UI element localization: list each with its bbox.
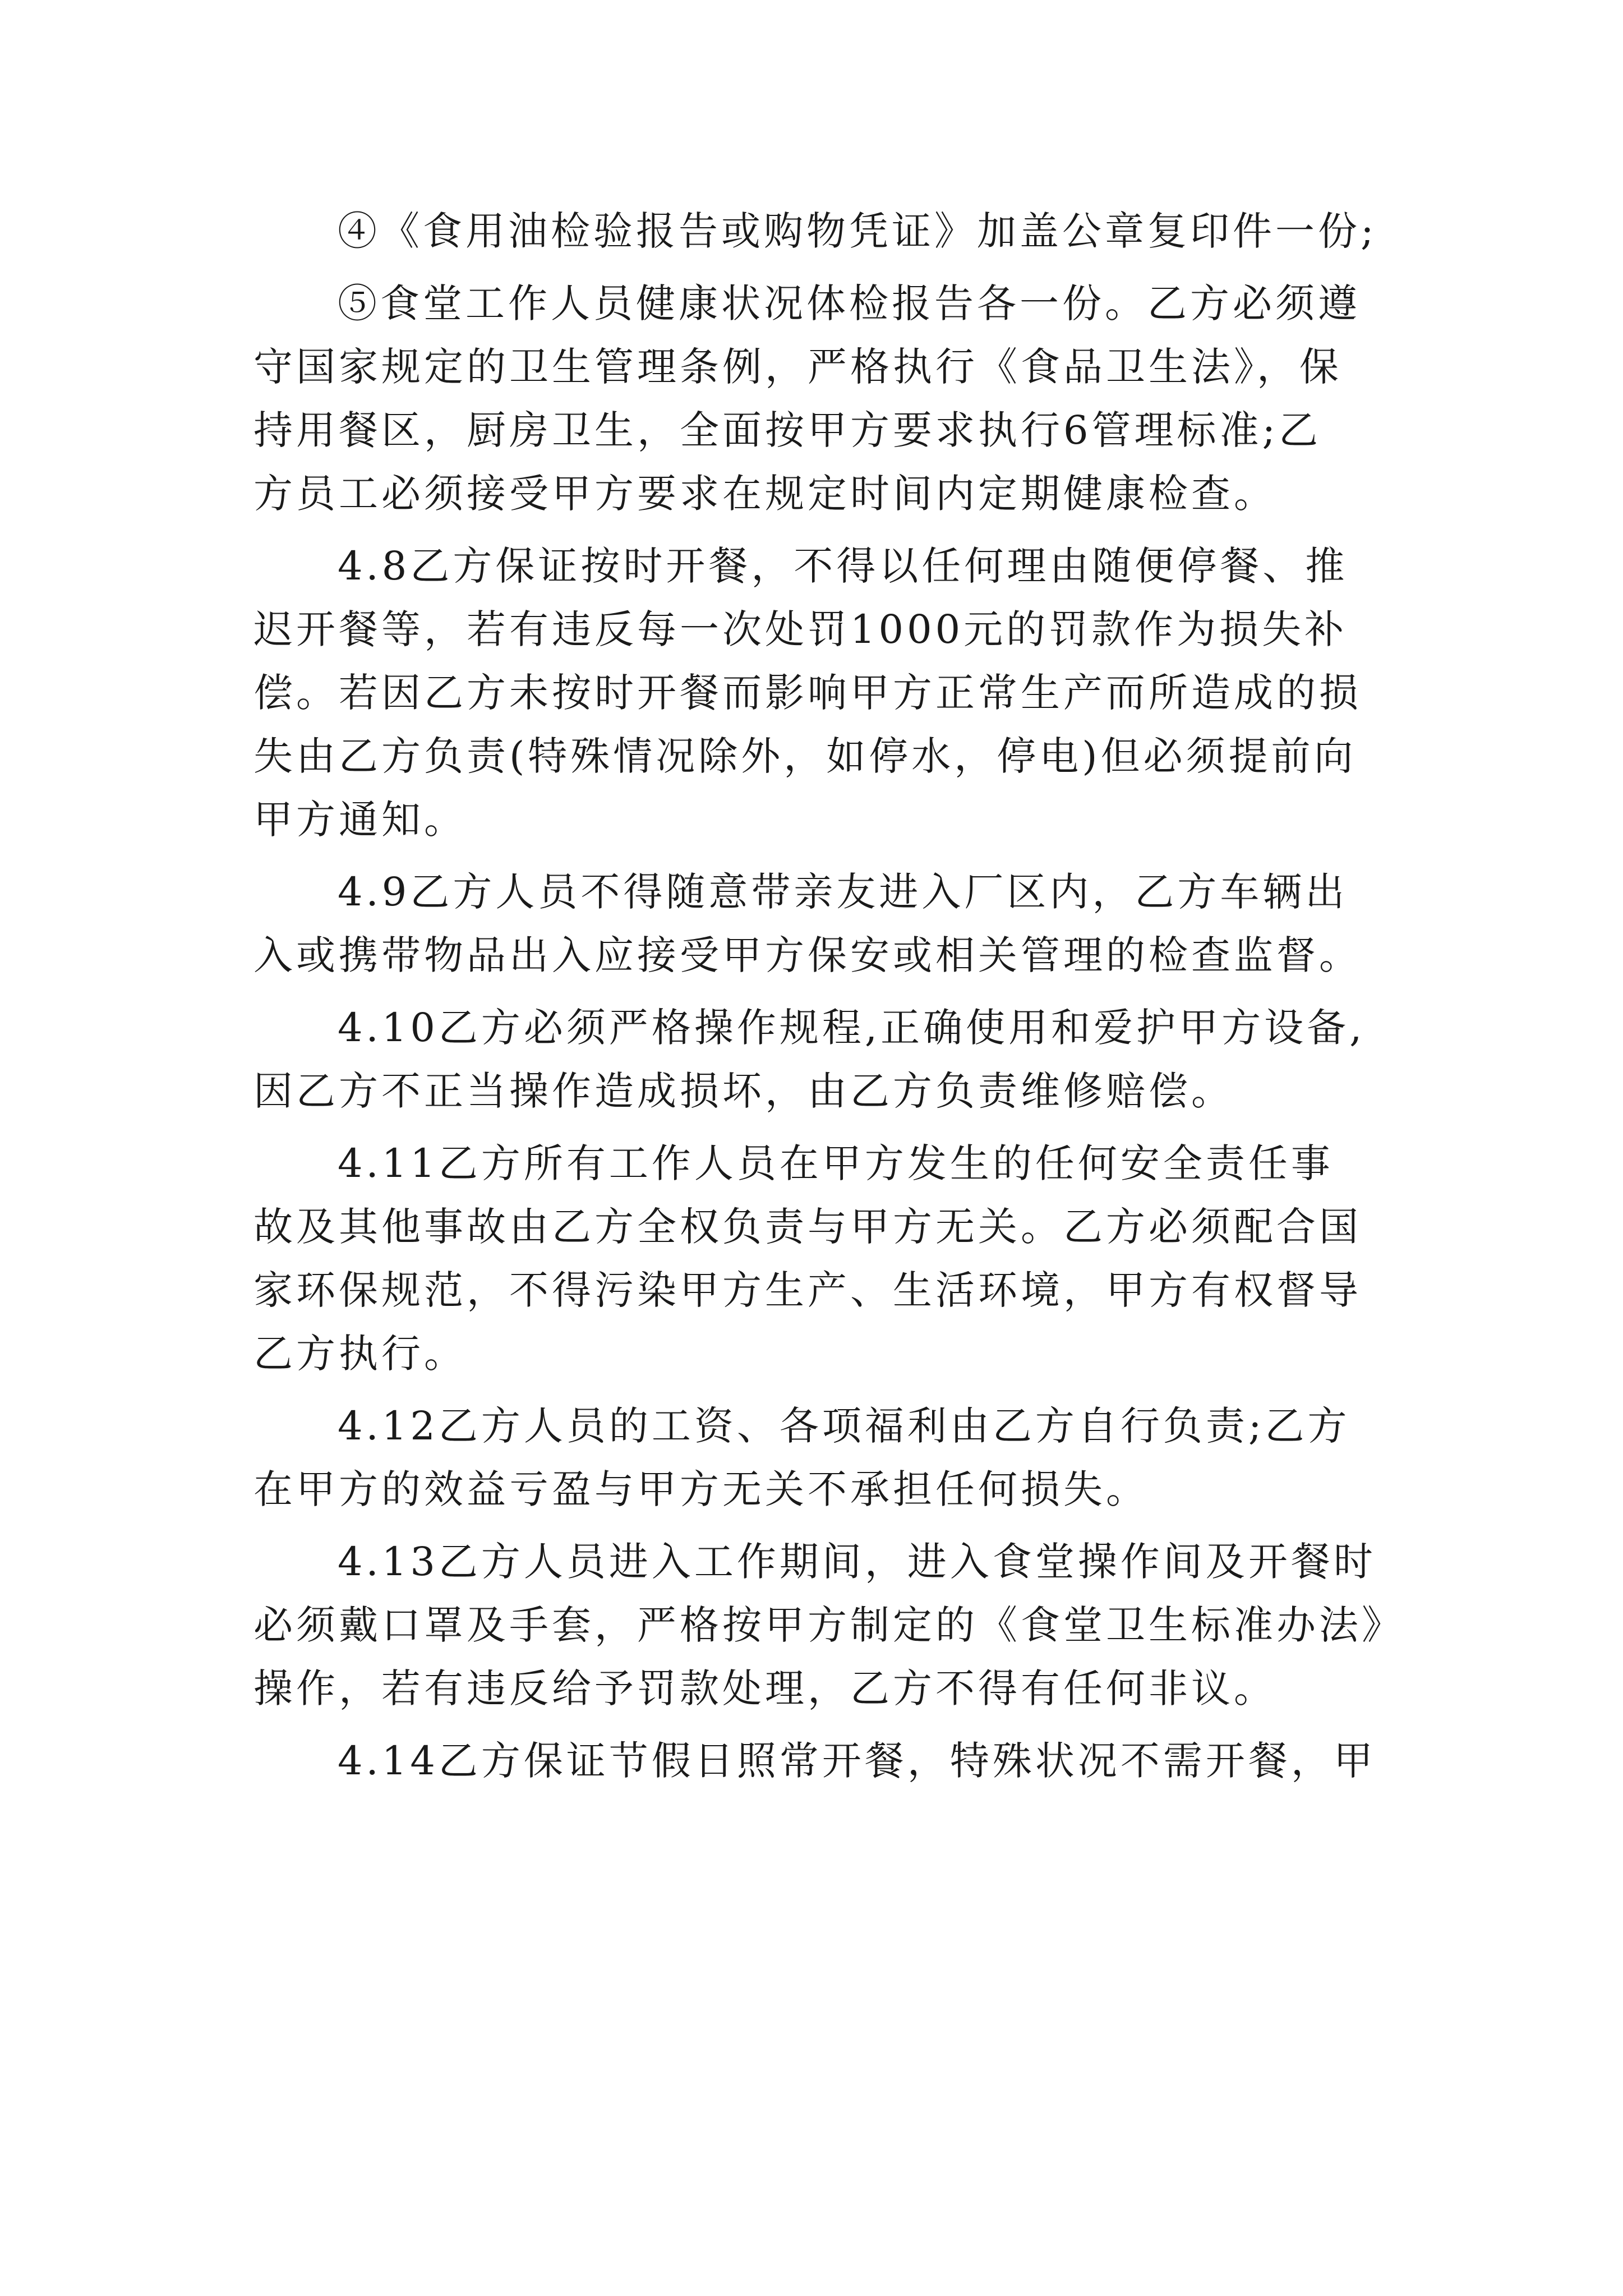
text-line: 4.9乙方人员不得随意带亲友进入厂区内，乙方车辆出 [338,869,1348,915]
text-line: 家环保规范，不得污染甲方生产、生活环境，甲方有权督导 [253,1267,1362,1313]
text-line: 持用餐区，厨房卫生，全面按甲方要求执行6管理标准;乙 [253,407,1322,453]
text-line: 偿。若因乙方未按时开餐而影响甲方正常生产而所造成的损 [253,670,1362,716]
paragraph-clause-4-8 [253,535,1370,852]
text-line: 守国家规定的卫生管理条例，严格执行《食品卫生法》，保 [253,344,1342,390]
text-line: 4.11乙方所有工作人员在甲方发生的任何安全责任事 [338,1140,1334,1186]
text-line: 迟开餐等，若有违反每一次处罚1000元的罚款作为损失补 [253,606,1348,652]
text-line: 在甲方的效益亏盈与甲方无关不承担任何损失。 [253,1466,1149,1512]
text-line: 失由乙方负责(特殊情况除外，如停水，停电)但必须提前向 [253,733,1357,779]
paragraph-item-5 [253,272,1370,526]
text-line: 因乙方不正当操作造成损坏，由乙方负责维修赔偿。 [253,1068,1234,1114]
text-line: 操作，若有违反给予罚款处理，乙方不得有任何非议。 [253,1665,1276,1711]
paragraph-clause-4-10 [253,996,1370,1123]
text-line: 入或携带物品出入应接受甲方保安或相关管理的检查监督。 [253,932,1362,978]
text-line: ④《食用油检验报告或购物凭证》加盖公章复印件一份; [338,208,1377,254]
text-line: 4.13乙方人员进入工作期间，进入食堂操作间及开餐时 [338,1539,1376,1585]
document-body [253,200,1404,1802]
text-line: 4.8乙方保证按时开餐，不得以任何理由随便停餐、推 [338,543,1348,589]
text-line: 4.12乙方人员的工资、各项福利由乙方自行负责;乙方 [338,1403,1350,1449]
text-line: 4.10乙方必须严格操作规程,正确使用和爱护甲方设备, [338,1005,1366,1051]
paragraph-clause-4-11 [253,1132,1370,1386]
paragraph-clause-4-12 [253,1395,1370,1521]
text-line: 乙方执行。 [253,1331,467,1377]
text-line: ⑤食堂工作人员健康状况体检报告各一份。乙方必须遵 [338,280,1361,326]
text-line: 甲方通知。 [253,797,467,843]
paragraph-item-4 [253,200,1377,263]
paragraph-clause-4-13 [253,1530,1404,1720]
text-line: 4.14乙方保证节假日照常开餐，特殊状况不需开餐，甲 [338,1738,1376,1784]
paragraph-clause-4-14 [253,1729,1376,1793]
paragraph-clause-4-9 [253,861,1370,987]
text-line: 方员工必须接受甲方要求在规定时间内定期健康检查。 [253,471,1276,517]
text-line: 故及其他事故由乙方全权负责与甲方无关。乙方必须配合国 [253,1204,1362,1250]
text-line: 必须戴口罩及手套，严格按甲方制定的《食堂卫生标准办法》 [253,1602,1404,1648]
